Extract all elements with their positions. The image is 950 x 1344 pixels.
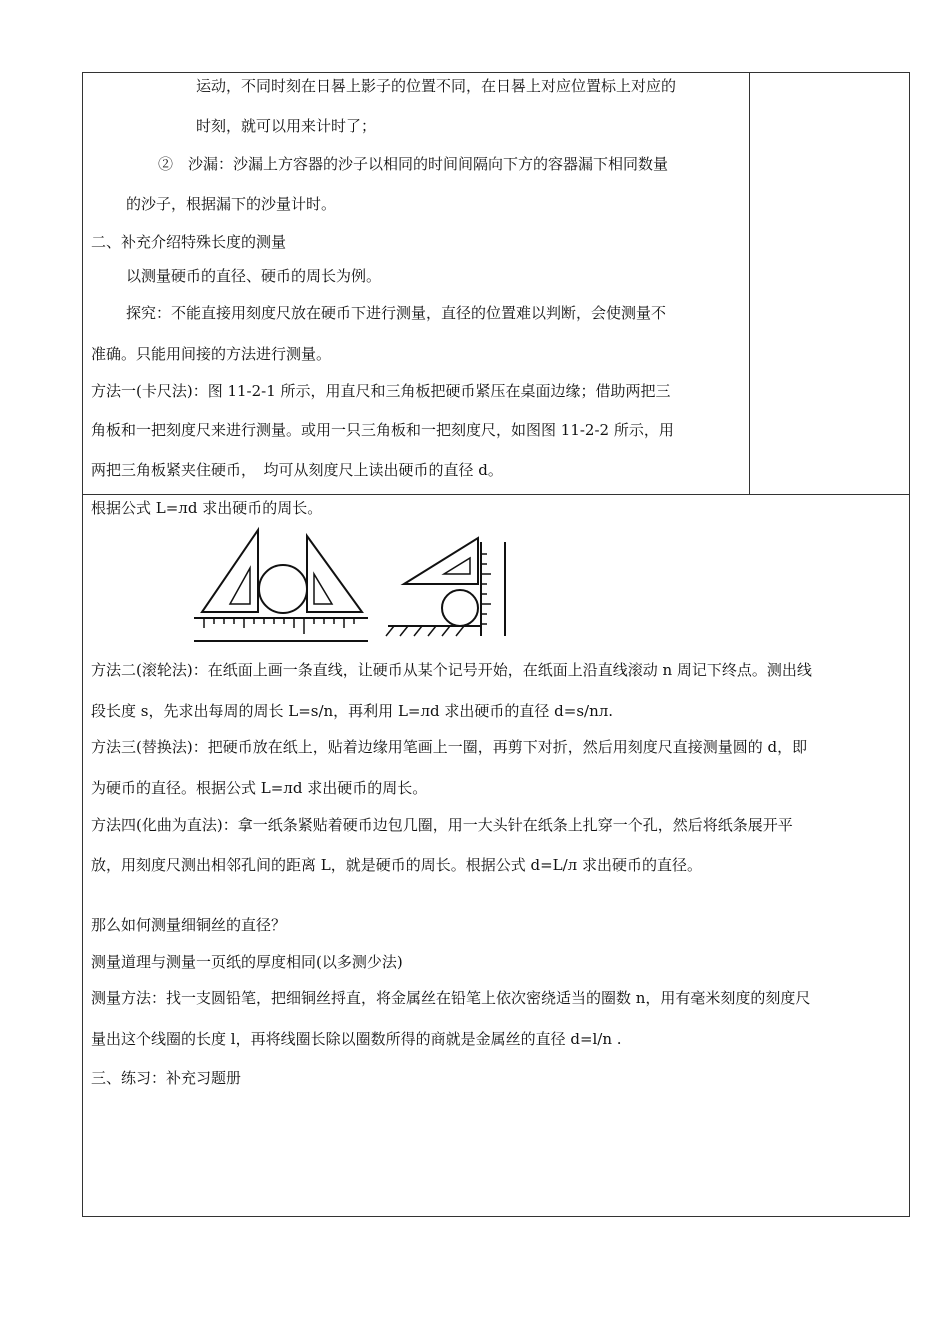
right-triangle <box>307 536 362 612</box>
triangle <box>404 538 478 584</box>
text-line: 的沙子，根据漏下的沙量计时。 <box>126 195 337 213</box>
text-line: 以测量硬币的直径、硬币的周长为例。 <box>126 267 382 285</box>
text-line: 探究：不能直接用刻度尺放在硬币下进行测量，直径的位置难以判断，会使测量不 <box>126 304 667 322</box>
figure-11-2-2 <box>384 528 514 648</box>
table-hatching <box>386 626 464 636</box>
text-line: 为硬币的直径。根据公式 L=лd 求出硬币的周长。 <box>91 779 428 797</box>
text-line: 运动，不同时刻在日晷上影子的位置不同，在日晷上对应位置标上对应的 <box>196 77 677 95</box>
text-line: 方法四(化曲为直法)：拿一纸条紧贴着硬币边包几圈，用一大头针在纸条上扎穿一个孔，然后将纸条展开平 <box>91 816 793 834</box>
text-line: 方法一(卡尺法)：图 11-2-1 所示，用直尺和三角板把硬币紧压在桌面边缘；借助两把三 <box>91 382 671 400</box>
text-line: ② 沙漏：沙漏上方容器的沙子以相同的时间间隔向下方的容器漏下相同数量 <box>158 155 669 173</box>
right-column-divider <box>749 72 750 495</box>
text-line: 时刻，就可以用来计时了； <box>196 117 377 135</box>
text-line: 方法三(替换法)：把硬币放在纸上，贴着边缘用笔画上一圈，再剪下对折，然后用刻度尺直接测量圆的 d，即 <box>91 738 808 756</box>
ruler-ticks <box>204 618 354 634</box>
text-line: 两把三角板紧夹住硬币， 均可从刻度尺上读出硬币的直径 d。 <box>91 461 503 479</box>
ruler-ticks <box>481 554 491 624</box>
text-line: 测量方法：找一支圆铅笔，把细铜丝捋直，将金属丝在铅笔上依次密绕适当的圈数 n，用有毫米刻度的刻度尺 <box>91 989 811 1007</box>
coin <box>259 565 307 613</box>
coin <box>442 590 478 626</box>
text-line: 段长度 s，先求出每周的周长 L=s/n，再利用 L=лd 求出硬币的直径 d=s/nл. <box>91 702 614 720</box>
text-line: 准确。只能用间接的方法进行测量。 <box>91 345 332 363</box>
text-line: 角板和一把刻度尺来进行测量。或用一只三角板和一把刻度尺，如图图 11-2-2 所示，用 <box>91 421 674 439</box>
text-line: 放，用刻度尺测出相邻孔间的距离 L，就是硬币的周长。根据公式 d=L/л 求出硬币的直径。 <box>91 856 702 874</box>
formula-line: 根据公式 L=лd 求出硬币的周长。 <box>91 499 323 517</box>
text-line: 方法二(滚轮法)：在纸面上画一条直线，让硬币从某个记号开始，在纸面上沿直线滚动 n 周记下终点。测出线 <box>91 661 812 679</box>
section-heading: 二、补充介绍特殊长度的测量 <box>91 233 287 251</box>
text-line: 那么如何测量细铜丝的直径？ <box>91 916 287 934</box>
text-line: 测量道理与测量一页纸的厚度相同(以多测少法) <box>91 953 403 971</box>
section-heading: 三、练习：补充习题册 <box>91 1069 242 1087</box>
figure-11-2-1 <box>188 524 378 644</box>
text-line: 量出这个线圈的长度 l，再将线圈长除以圈数所得的商就是金属丝的直径 d=l/n . <box>91 1030 622 1048</box>
